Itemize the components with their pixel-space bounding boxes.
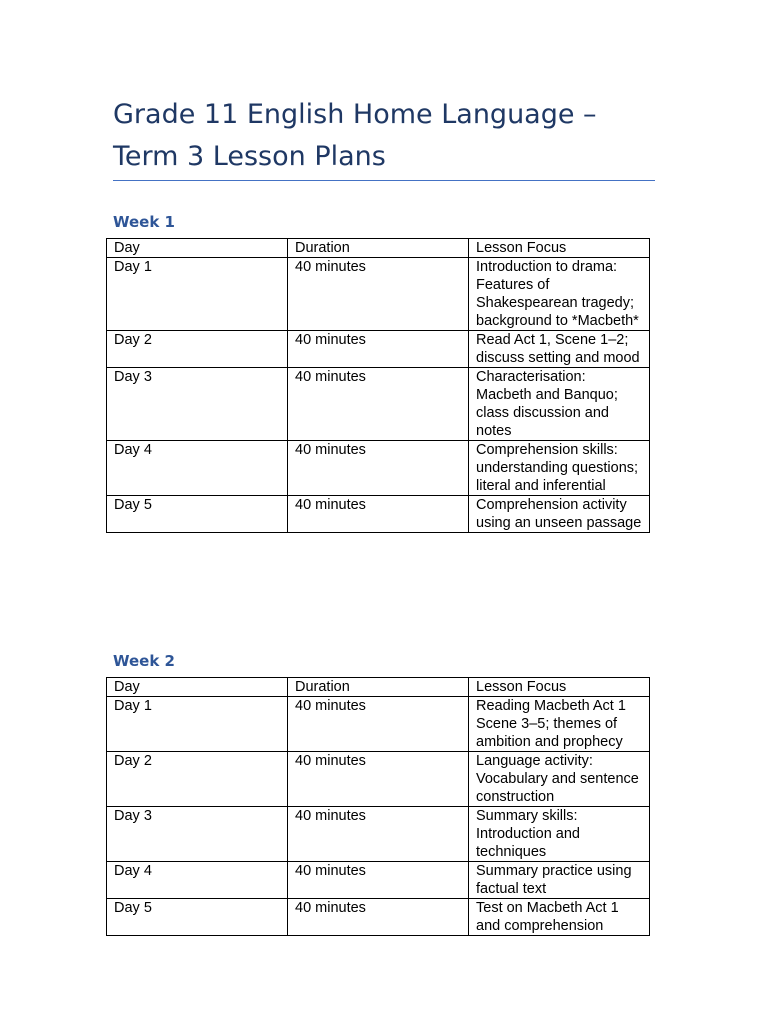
day-cell: Day 4 <box>107 441 288 496</box>
day-cell: Day 3 <box>107 807 288 862</box>
table-row <box>107 441 650 496</box>
table-row <box>107 331 650 368</box>
column-header-duration: Duration <box>288 239 469 258</box>
day-cell: Day 2 <box>107 752 288 807</box>
duration-cell: 40 minutes <box>288 331 469 368</box>
column-header-duration: Duration <box>288 678 469 697</box>
lesson-focus-cell: Introduction to drama: Features of Shakespearean tragedy; background to *Macbeth* <box>469 258 650 331</box>
table-header-row <box>107 678 650 697</box>
duration-cell: 40 minutes <box>288 697 469 752</box>
day-cell: Day 4 <box>107 862 288 899</box>
duration-cell: 40 minutes <box>288 368 469 441</box>
lesson-focus-cell: Language activity: Vocabulary and sentence construction <box>469 752 650 807</box>
column-header-day: Day <box>107 678 288 697</box>
lesson-focus-cell: Comprehension skills: understanding questions; literal and inferential <box>469 441 650 496</box>
table-row <box>107 862 650 899</box>
table-row <box>107 752 650 807</box>
lesson-focus-cell: Comprehension activity using an unseen passage <box>469 496 650 533</box>
day-cell: Day 5 <box>107 496 288 533</box>
title-line-2: Term 3 Lesson Plans <box>113 141 386 172</box>
table-row <box>107 807 650 862</box>
duration-cell: 40 minutes <box>288 807 469 862</box>
column-header-lesson-focus: Lesson Focus <box>469 239 650 258</box>
day-cell: Day 2 <box>107 331 288 368</box>
duration-cell: 40 minutes <box>288 899 469 936</box>
document-title <box>113 94 658 178</box>
lesson-focus-cell: Read Act 1, Scene 1–2; discuss setting and mood <box>469 331 650 368</box>
title-divider <box>113 180 655 181</box>
day-cell: Day 3 <box>107 368 288 441</box>
table-header-row <box>107 239 650 258</box>
day-cell: Day 5 <box>107 899 288 936</box>
column-header-day: Day <box>107 239 288 258</box>
lesson-focus-cell: Characterisation: Macbeth and Banquo; class discussion and notes <box>469 368 650 441</box>
lesson-focus-cell: Test on Macbeth Act 1 and comprehension <box>469 899 650 936</box>
week-2-heading: Week 2 <box>113 652 175 670</box>
lesson-focus-cell: Reading Macbeth Act 1 Scene 3–5; themes of ambition and prophecy <box>469 697 650 752</box>
day-cell: Day 1 <box>107 258 288 331</box>
week-1-heading: Week 1 <box>113 213 175 231</box>
column-header-lesson-focus: Lesson Focus <box>469 678 650 697</box>
lesson-focus-cell: Summary skills: Introduction and techniques <box>469 807 650 862</box>
table-row <box>107 258 650 331</box>
table-row <box>107 899 650 936</box>
day-cell: Day 1 <box>107 697 288 752</box>
duration-cell: 40 minutes <box>288 862 469 899</box>
week-2-table <box>106 677 650 936</box>
duration-cell: 40 minutes <box>288 258 469 331</box>
week-1-table <box>106 238 650 533</box>
table-row <box>107 368 650 441</box>
title-line-1: Grade 11 English Home Language – <box>113 99 597 130</box>
duration-cell: 40 minutes <box>288 752 469 807</box>
lesson-focus-cell: Summary practice using factual text <box>469 862 650 899</box>
table-row <box>107 697 650 752</box>
duration-cell: 40 minutes <box>288 496 469 533</box>
table-row <box>107 496 650 533</box>
duration-cell: 40 minutes <box>288 441 469 496</box>
